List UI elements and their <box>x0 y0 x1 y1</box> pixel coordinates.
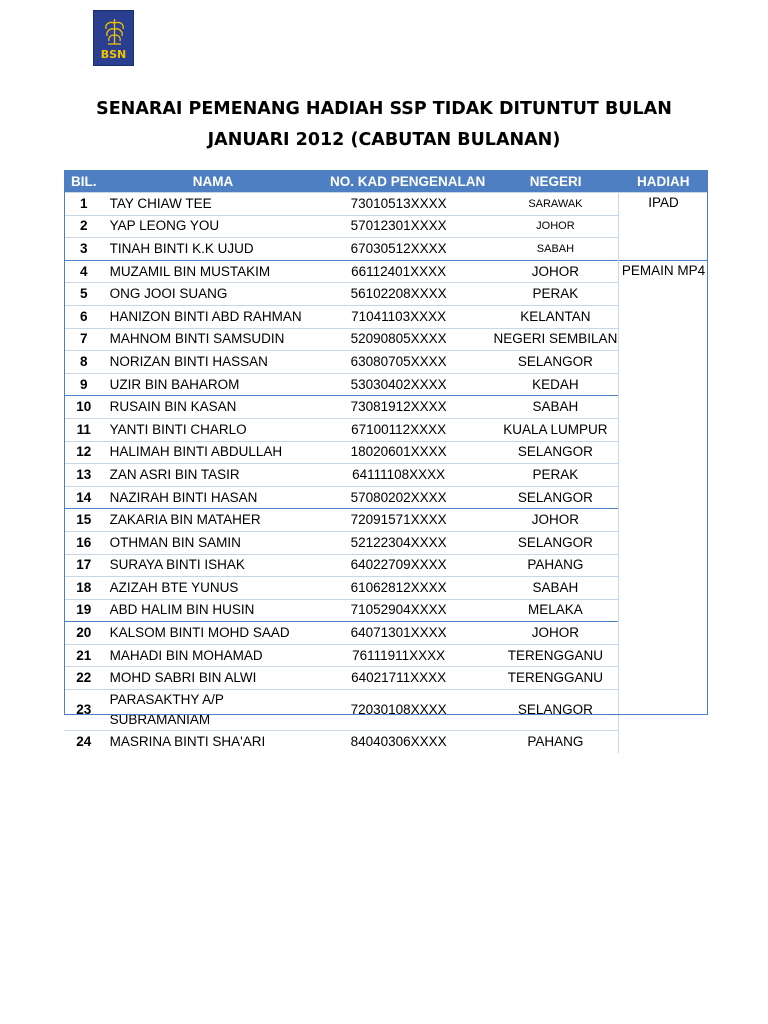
table-row <box>64 554 708 577</box>
table-row <box>64 599 708 622</box>
negeri-cell: SELANGOR <box>493 486 619 509</box>
ic-cell: 64021711XXXX <box>322 667 492 690</box>
nama-cell: YANTI BINTI CHARLO <box>104 418 323 441</box>
ic-cell: 52122304XXXX <box>322 531 492 554</box>
header-hadiah: HADIAH <box>619 170 709 193</box>
table-row <box>64 690 708 731</box>
bil-cell: 15 <box>64 509 104 532</box>
table-row <box>64 283 708 306</box>
table-row <box>64 509 708 532</box>
bil-cell: 24 <box>64 731 104 753</box>
table-row <box>64 238 708 261</box>
nama-cell: SURAYA BINTI ISHAK <box>104 554 323 577</box>
ic-cell: 18020601XXXX <box>322 441 492 464</box>
negeri-cell: PAHANG <box>493 554 619 577</box>
negeri-cell: SELANGOR <box>493 690 619 731</box>
bil-cell: 1 <box>64 193 104 216</box>
bil-cell: 11 <box>64 418 104 441</box>
nama-cell: TINAH BINTI K.K UJUD <box>104 238 323 261</box>
negeri-cell: PERAK <box>493 464 619 487</box>
negeri-cell: PAHANG <box>493 731 619 753</box>
table-row <box>64 464 708 487</box>
ic-cell: 53030402XXXX <box>322 373 492 396</box>
table-row <box>64 441 708 464</box>
table-row <box>64 215 708 238</box>
negeri-cell: TERENGGANU <box>493 644 619 667</box>
nama-cell: KALSOM BINTI MOHD SAAD <box>104 622 323 645</box>
negeri-cell: SELANGOR <box>493 531 619 554</box>
negeri-cell: SABAH <box>493 396 619 419</box>
prize-ipad: IPAD <box>619 193 709 261</box>
nama-cell: ONG JOOI SUANG <box>104 283 323 306</box>
ic-cell: 73081912XXXX <box>322 396 492 419</box>
ic-cell: 52090805XXXX <box>322 328 492 351</box>
nama-cell: MUZAMIL BIN MUSTAKIM <box>104 260 323 283</box>
bil-cell: 16 <box>64 531 104 554</box>
bil-cell: 20 <box>64 622 104 645</box>
ic-cell: 72091571XXXX <box>322 509 492 532</box>
nama-cell: NAZIRAH BINTI HASAN <box>104 486 323 509</box>
nama-cell: OTHMAN BIN SAMIN <box>104 531 323 554</box>
table-row <box>64 577 708 600</box>
table-header-row <box>64 170 708 193</box>
table-row <box>64 373 708 396</box>
nama-cell: MAHNOM BINTI SAMSUDIN <box>104 328 323 351</box>
negeri-cell: KUALA LUMPUR <box>493 418 619 441</box>
table-row <box>64 731 708 753</box>
negeri-cell: KEDAH <box>493 373 619 396</box>
table-row <box>64 531 708 554</box>
logo-text: BSN <box>100 48 127 61</box>
nama-cell: PARASAKTHY A/P SUBRAMANIAM <box>104 690 323 731</box>
nama-cell: MAHADI BIN MOHAMAD <box>104 644 323 667</box>
bsn-logo <box>93 10 134 66</box>
negeri-cell: KELANTAN <box>493 305 619 328</box>
header-bil: BIL. <box>64 170 104 193</box>
table-row <box>64 260 708 283</box>
nama-cell: HANIZON BINTI ABD RAHMAN <box>104 305 323 328</box>
ic-cell: 72030108XXXX <box>322 690 492 731</box>
nama-cell: ZAKARIA BIN MATAHER <box>104 509 323 532</box>
bil-cell: 22 <box>64 667 104 690</box>
bil-cell: 4 <box>64 260 104 283</box>
ic-cell: 67030512XXXX <box>322 238 492 261</box>
bil-cell: 18 <box>64 577 104 600</box>
header-ic: NO. KAD PENGENALAN <box>322 170 492 193</box>
nama-cell: MASRINA BINTI SHA'ARI <box>104 731 323 753</box>
ic-cell: 73010513XXXX <box>322 193 492 216</box>
ic-cell: 57012301XXXX <box>322 215 492 238</box>
table-row <box>64 193 708 216</box>
bil-cell: 8 <box>64 351 104 374</box>
negeri-cell: JOHOR <box>493 622 619 645</box>
bil-cell: 3 <box>64 238 104 261</box>
nama-cell: NORIZAN BINTI HASSAN <box>104 351 323 374</box>
ic-cell: 71041103XXXX <box>322 305 492 328</box>
nama-cell: HALIMAH BINTI ABDULLAH <box>104 441 323 464</box>
negeri-cell: MELAKA <box>493 599 619 622</box>
negeri-cell: NEGERI SEMBILAN <box>493 328 619 351</box>
table-row <box>64 486 708 509</box>
bil-cell: 5 <box>64 283 104 306</box>
negeri-cell: JOHOR <box>493 509 619 532</box>
prize-mp4: PEMAIN MP4 <box>619 260 709 752</box>
nama-cell: UZIR BIN BAHAROM <box>104 373 323 396</box>
bil-cell: 17 <box>64 554 104 577</box>
header-nama: NAMA <box>104 170 323 193</box>
bil-cell: 23 <box>64 690 104 731</box>
nama-cell: YAP LEONG YOU <box>104 215 323 238</box>
table-row <box>64 305 708 328</box>
header-negeri: NEGERI <box>493 170 619 193</box>
ic-cell: 64071301XXXX <box>322 622 492 645</box>
negeri-cell: TERENGGANU <box>493 667 619 690</box>
negeri-cell: SABAH <box>493 577 619 600</box>
ic-cell: 61062812XXXX <box>322 577 492 600</box>
nama-cell: MOHD SABRI BIN ALWI <box>104 667 323 690</box>
ic-cell: 67100112XXXX <box>322 418 492 441</box>
table-row <box>64 622 708 645</box>
negeri-cell: SELANGOR <box>493 441 619 464</box>
nama-cell: ZAN ASRI BIN TASIR <box>104 464 323 487</box>
table-body <box>64 193 708 753</box>
negeri-cell: SELANGOR <box>493 351 619 374</box>
bil-cell: 12 <box>64 441 104 464</box>
negeri-cell: JOHOR <box>493 215 619 238</box>
bil-cell: 21 <box>64 644 104 667</box>
title-line-1: SENARAI PEMENANG HADIAH SSP TIDAK DITUNTUT BULAN <box>96 99 672 119</box>
bil-cell: 9 <box>64 373 104 396</box>
bil-cell: 19 <box>64 599 104 622</box>
ic-cell: 56102208XXXX <box>322 283 492 306</box>
ic-cell: 76111911XXXX <box>322 644 492 667</box>
ic-cell: 66112401XXXX <box>322 260 492 283</box>
table-row <box>64 396 708 419</box>
title-line-2: JANUARI 2012 (CABUTAN BULANAN) <box>207 130 561 150</box>
bil-cell: 14 <box>64 486 104 509</box>
table-row <box>64 667 708 690</box>
table-row <box>64 418 708 441</box>
table-row <box>64 328 708 351</box>
ic-cell: 84040306XXXX <box>322 731 492 753</box>
bil-cell: 13 <box>64 464 104 487</box>
ic-cell: 71052904XXXX <box>322 599 492 622</box>
nama-cell: ABD HALIM BIN HUSIN <box>104 599 323 622</box>
ic-cell: 64111108XXXX <box>322 464 492 487</box>
nama-cell: AZIZAH BTE YUNUS <box>104 577 323 600</box>
table-row <box>64 644 708 667</box>
nama-cell: RUSAIN BIN KASAN <box>104 396 323 419</box>
negeri-cell: SARAWAK <box>493 193 619 216</box>
negeri-cell: SABAH <box>493 238 619 261</box>
negeri-cell: PERAK <box>493 283 619 306</box>
page-title <box>0 94 768 156</box>
ic-cell: 63080705XXXX <box>322 351 492 374</box>
bil-cell: 7 <box>64 328 104 351</box>
negeri-cell: JOHOR <box>493 260 619 283</box>
nama-cell: TAY CHIAW TEE <box>104 193 323 216</box>
bil-cell: 2 <box>64 215 104 238</box>
table-row <box>64 351 708 374</box>
ic-cell: 64022709XXXX <box>322 554 492 577</box>
bil-cell: 6 <box>64 305 104 328</box>
winners-table <box>64 170 708 753</box>
bil-cell: 10 <box>64 396 104 419</box>
ic-cell: 57080202XXXX <box>322 486 492 509</box>
